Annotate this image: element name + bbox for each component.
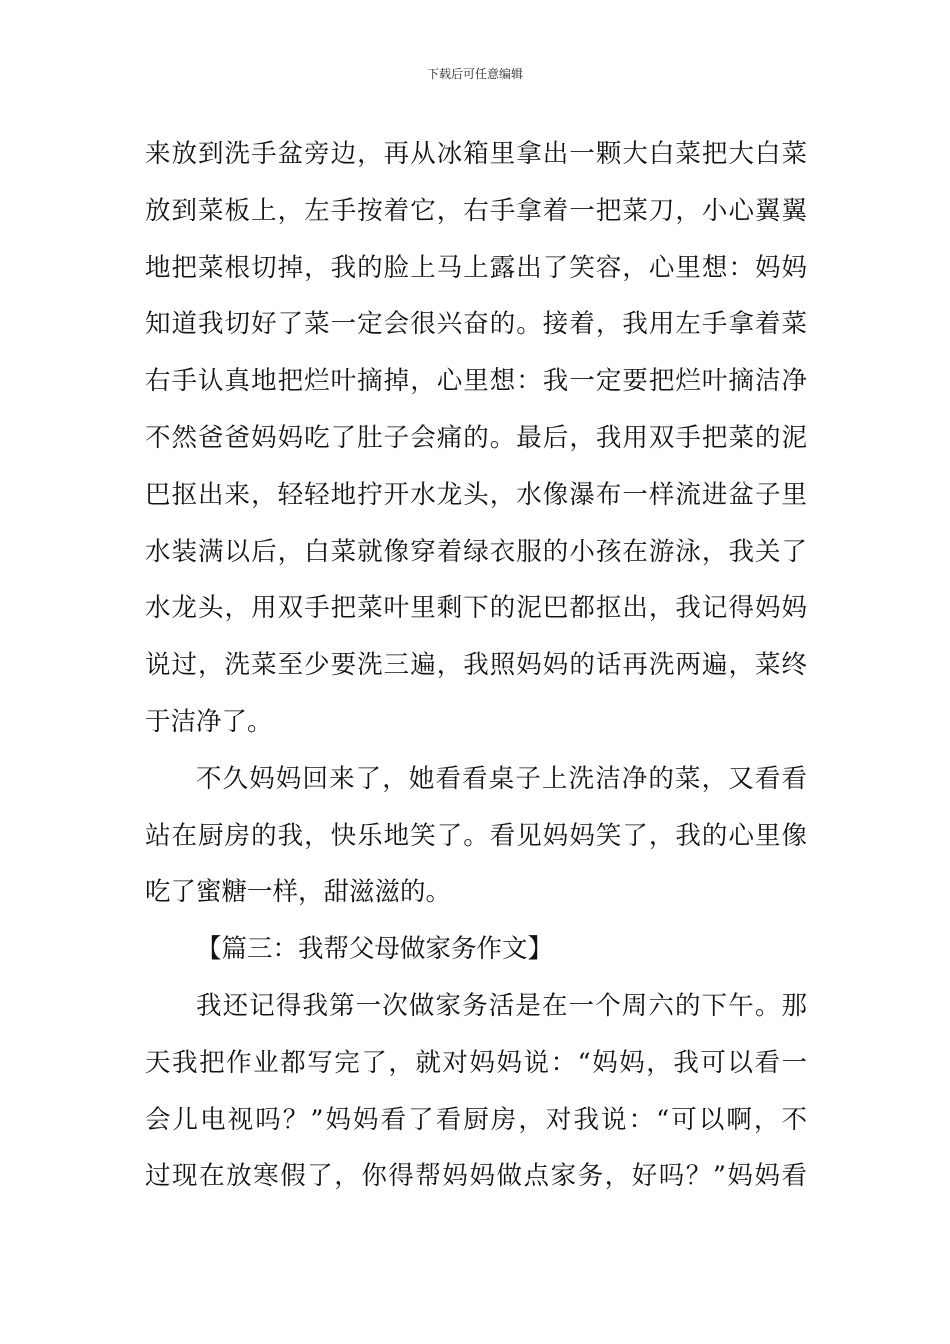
text-line: 巴抠出来，轻轻地拧开水龙头，水像瀑布一样流进盆子里 — [145, 479, 807, 510]
text-line: 天我把作业都写完了，就对妈妈说：“妈妈，我可以看一 — [145, 1047, 807, 1078]
text-line: 水龙头，用双手把菜叶里剩下的泥巴都抠出，我记得妈妈 — [145, 593, 807, 624]
text-line: 水装满以后，白菜就像穿着绿衣服的小孩在游泳，我关了 — [145, 536, 807, 567]
text-line: 过现在放寒假了，你得帮妈妈做点家务，好吗？”妈妈看 — [145, 1161, 807, 1192]
text-line: 会儿电视吗？”妈妈看了看厨房，对我说：“可以啊，不 — [145, 1104, 807, 1135]
text-line: 吃了蜜糖一样，甜滋滋的。 — [145, 877, 452, 908]
text-line: 不然爸爸妈妈吃了肚子会痛的。最后，我用双手把菜的泥 — [145, 422, 807, 453]
section-heading: 【篇三：我帮父母做家务作文】 — [196, 934, 554, 965]
text-line: 地把菜根切掉，我的脸上马上露出了笑容，心里想：妈妈 — [145, 252, 807, 283]
text-line: 于洁净了。 — [145, 706, 273, 737]
text-line: 放到菜板上，左手按着它，右手拿着一把菜刀，小心翼翼 — [145, 195, 807, 226]
text-line: 来放到洗手盆旁边，再从冰箱里拿出一颗大白菜把大白菜 — [145, 139, 807, 169]
text-line: 站在厨房的我，快乐地笑了。看见妈妈笑了，我的心里像 — [145, 820, 807, 851]
text-line: 右手认真地把烂叶摘掉，心里想：我一定要把烂叶摘洁净 — [145, 366, 807, 397]
page-header: 下载后可任意编辑 — [426, 67, 523, 81]
text-line: 说过，洗菜至少要洗三遍，我照妈妈的话再洗两遍，菜终 — [145, 650, 807, 681]
text-line: 不久妈妈回来了，她看看桌子上洗洁净的菜，又看看 — [196, 763, 807, 794]
text-line: 知道我切好了菜一定会很兴奋的。接着，我用左手拿着菜 — [145, 309, 807, 340]
text-line: 我还记得我第一次做家务活是在一个周六的下午。那 — [196, 990, 807, 1021]
document-body — [145, 126, 807, 1205]
